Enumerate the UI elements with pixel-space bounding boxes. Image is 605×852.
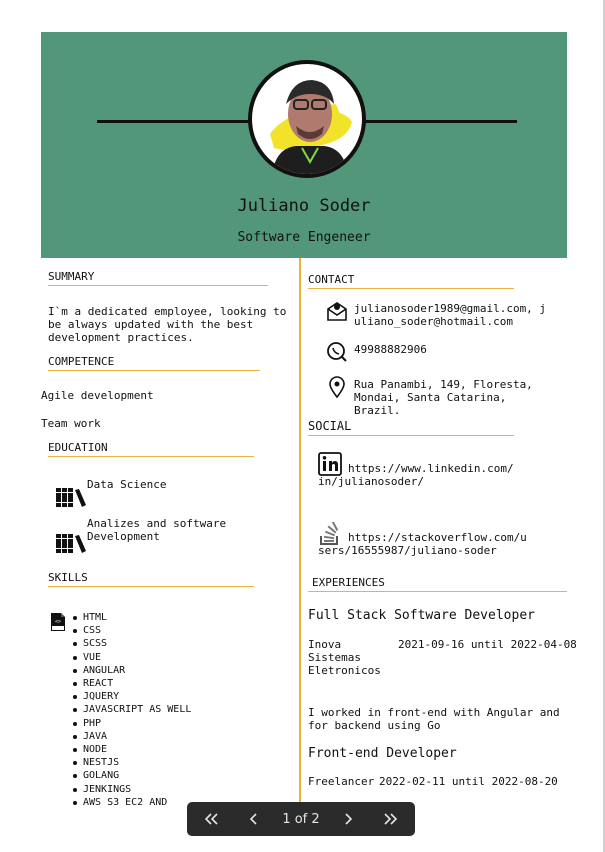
email-icon [326, 300, 348, 322]
books-icon [55, 486, 87, 508]
header-banner [41, 32, 567, 258]
previous-page-button[interactable] [240, 805, 268, 833]
profile-name: Juliano Soder [237, 196, 371, 216]
job-description: I worked in front-end with Angular and for backend using Go [308, 706, 560, 732]
next-page-button[interactable] [334, 805, 362, 833]
job-title: Full Stack Software Developer [308, 608, 535, 623]
experiences-title: EXPERIENCES [308, 576, 567, 592]
pdf-navigation-toolbar [187, 802, 415, 836]
job-period: 2022-02-11 until 2022-08-20 [379, 775, 558, 788]
profile-role: Software Engeneer [237, 230, 371, 245]
header-divider-right [361, 120, 517, 123]
skill-item: SCSS [72, 637, 191, 650]
skill-item: JENKINGS [72, 783, 191, 796]
competence-item: Agile development [41, 389, 154, 402]
first-page-button[interactable] [197, 805, 225, 833]
job-company: Freelancer [308, 775, 375, 788]
job-period: 2021-09-16 until 2022-04-08 [398, 638, 577, 651]
social-title: SOCIAL [308, 419, 514, 436]
double-chevron-left-icon [203, 812, 219, 826]
chevron-right-icon [343, 812, 353, 826]
contact-phone: 49988882906 [354, 343, 427, 356]
profile-photo-icon [252, 64, 362, 174]
chevron-left-icon [249, 812, 259, 826]
skill-item: NESTJS [72, 756, 191, 769]
skill-item: JAVA [72, 730, 191, 743]
avatar [248, 60, 366, 178]
last-page-button[interactable] [377, 805, 405, 833]
column-divider [299, 258, 301, 803]
skills-list [72, 611, 191, 809]
summary-title: SUMMARY [48, 270, 268, 286]
skill-item: REACT [72, 677, 191, 690]
linkedin-link[interactable]: https://www.linkedin.com/in/julianosoder/ [318, 462, 514, 488]
summary-text: I`m a dedicated employee, looking to be always updated with the best development practices. [48, 305, 287, 344]
job-company: Inova Sistemas Eletronicos [308, 638, 381, 677]
skill-item: AWS S3 EC2 AND [72, 796, 191, 809]
phone-icon [326, 341, 348, 363]
competence-item: Team work [41, 417, 101, 430]
skill-item: VUE [72, 651, 191, 664]
skill-item: HTML [72, 611, 191, 624]
skill-item: CSS [72, 624, 191, 637]
contact-email[interactable]: julianosoder1989@gmail.com, juliano_soder@hotmail.com [354, 302, 547, 328]
education-title: EDUCATION [48, 441, 254, 457]
competence-title: COMPETENCE [48, 355, 260, 371]
skill-item: ANGULAR [72, 664, 191, 677]
job-title: Front-end Developer [308, 746, 457, 761]
education-item: Data Science [87, 478, 167, 491]
skills-title: SKILLS [48, 571, 254, 587]
svg-text:<>: <> [54, 619, 62, 625]
skill-item: GOLANG [72, 769, 191, 782]
books-icon [55, 532, 87, 554]
skill-item: JQUERY [72, 690, 191, 703]
skill-item: JAVASCRIPT AS WELL [72, 703, 191, 716]
double-chevron-right-icon [383, 812, 399, 826]
html-file-icon [49, 612, 67, 632]
location-pin-icon [328, 376, 346, 398]
page-indicator: 1 of 2 [282, 811, 320, 827]
contact-title: CONTACT [308, 273, 514, 289]
education-item: Analizes and software Development [87, 517, 227, 543]
header-divider-left [97, 120, 257, 123]
skill-item: NODE [72, 743, 191, 756]
contact-address: Rua Panambi, 149, Floresta, Mondai, Santa Catarina, Brazil. [354, 378, 533, 417]
skill-item: PHP [72, 717, 191, 730]
stackoverflow-link[interactable]: https://stackoverflow.com/users/16555987/juliano-soder [318, 531, 527, 557]
